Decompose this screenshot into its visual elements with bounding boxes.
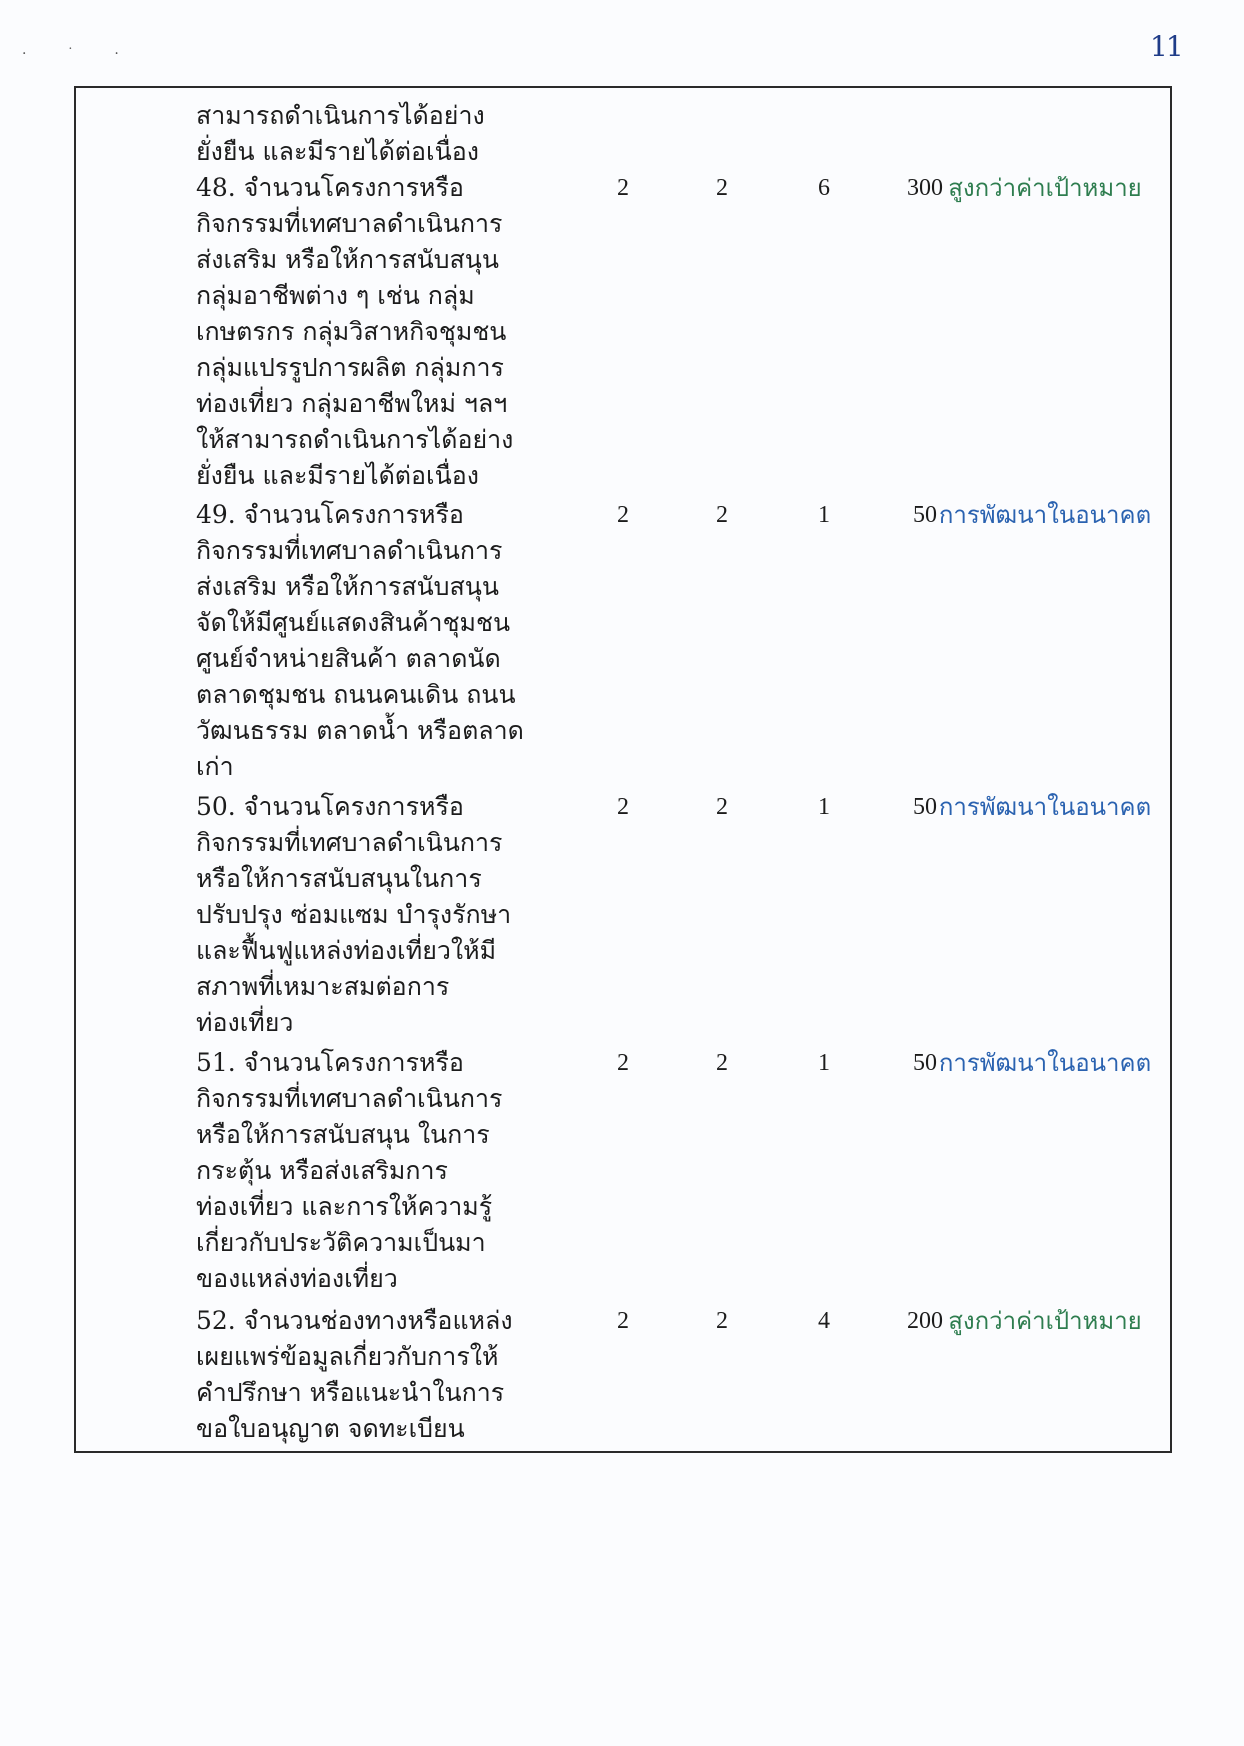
row-description-line: ให้สามารถดำเนินการได้อย่าง xyxy=(196,425,514,454)
value-cell: 2 xyxy=(617,794,629,820)
row-description-line: หรือให้การสนับสนุน ในการ xyxy=(196,1120,490,1149)
row-description-line: เก่า xyxy=(196,752,234,781)
value-cell: 2 xyxy=(617,175,629,201)
row-description-line: กลุ่มแปรรูปการผลิต กลุ่มการ xyxy=(196,353,504,382)
value-cell: 2 xyxy=(716,794,728,820)
row-description-line: กิจกรรมที่เทศบาลดำเนินการ xyxy=(196,536,503,565)
value-cell: 6 xyxy=(818,175,830,201)
value-cell: 4 xyxy=(818,1308,830,1334)
row-description-line: ขอใบอนุญาต จดทะเบียน xyxy=(196,1414,465,1443)
value-cell: 300 xyxy=(907,175,943,201)
value-cell: 2 xyxy=(716,175,728,201)
scan-specks: · ˙ · xyxy=(22,46,137,62)
row-description-line: 50. จำนวนโครงการหรือ xyxy=(196,792,464,821)
status-cell: การพัฒนาในอนาคต xyxy=(938,1049,1152,1077)
row-description-line: ปรับปรุง ซ่อมแซม บำรุงรักษา xyxy=(196,900,512,929)
value-cell: 1 xyxy=(818,1050,830,1076)
row-description-line: กิจกรรมที่เทศบาลดำเนินการ xyxy=(196,1084,503,1113)
row-description-line: 48. จำนวนโครงการหรือ xyxy=(196,173,464,202)
row-description-line: ท่องเที่ยว และการให้ความรู้ xyxy=(196,1192,493,1221)
status-cell: สูงกว่าค่าเป้าหมาย xyxy=(948,1307,1142,1335)
indicator-table xyxy=(74,86,1172,1453)
row-description-line: สภาพที่เหมาะสมต่อการ xyxy=(196,972,450,1001)
row-description-line: เกษตรกร กลุ่มวิสาหกิจชุมชน xyxy=(196,317,507,346)
row-description-line: วัฒนธรรม ตลาดน้ำ หรือตลาด xyxy=(196,716,524,745)
value-cell: 50 xyxy=(913,1050,937,1076)
row-description-line: ส่งเสริม หรือให้การสนับสนุน xyxy=(196,572,499,601)
row-description-line: ท่องเที่ยว xyxy=(196,1008,294,1037)
value-cell: 2 xyxy=(716,502,728,528)
value-cell: 1 xyxy=(818,502,830,528)
row-description-line: กิจกรรมที่เทศบาลดำเนินการ xyxy=(196,828,503,857)
row-description-line: ยั่งยืน และมีรายได้ต่อเนื่อง xyxy=(196,461,479,490)
value-cell: 2 xyxy=(617,1050,629,1076)
value-cell: 50 xyxy=(913,502,937,528)
value-cell: 2 xyxy=(617,1308,629,1334)
status-cell: การพัฒนาในอนาคต xyxy=(938,501,1152,529)
row-description-line: 52. จำนวนช่องทางหรือแหล่ง xyxy=(196,1306,513,1335)
row-description-line: 49. จำนวนโครงการหรือ xyxy=(196,500,464,529)
row-description-line: ยั่งยืน และมีรายได้ต่อเนื่อง xyxy=(196,137,479,166)
row-description-line: เกี่ยวกับประวัติความเป็นมา xyxy=(196,1228,486,1257)
row-description-line: สามารถดำเนินการได้อย่าง xyxy=(196,101,485,130)
page-number: 11 xyxy=(1150,30,1182,63)
row-description-line: เผยแพร่ข้อมูลเกี่ยวกับการให้ xyxy=(196,1342,499,1371)
row-description-line: ส่งเสริม หรือให้การสนับสนุน xyxy=(196,245,499,274)
status-cell: การพัฒนาในอนาคต xyxy=(938,793,1152,821)
row-description-line: กิจกรรมที่เทศบาลดำเนินการ xyxy=(196,209,503,238)
row-description-line: คำปรึกษา หรือแนะนำในการ xyxy=(196,1378,505,1407)
value-cell: 2 xyxy=(716,1308,728,1334)
row-description-line: ตลาดชุมชน ถนนคนเดิน ถนน xyxy=(196,680,516,709)
status-cell: สูงกว่าค่าเป้าหมาย xyxy=(948,174,1142,202)
row-description-line: หรือให้การสนับสนุนในการ xyxy=(196,864,482,893)
row-description-line: ท่องเที่ยว กลุ่มอาชีพใหม่ ฯลฯ xyxy=(196,389,508,418)
row-description-line: กระตุ้น หรือส่งเสริมการ xyxy=(196,1156,448,1185)
value-cell: 1 xyxy=(818,794,830,820)
row-description-line: ศูนย์จำหน่ายสินค้า ตลาดนัด xyxy=(196,644,501,673)
value-cell: 50 xyxy=(913,794,937,820)
value-cell: 2 xyxy=(617,502,629,528)
row-description-line: และฟื้นฟูแหล่งท่องเที่ยวให้มี xyxy=(196,936,497,965)
row-description-line: 51. จำนวนโครงการหรือ xyxy=(196,1048,464,1077)
row-description-line: กลุ่มอาชีพต่าง ๆ เช่น กลุ่ม xyxy=(196,281,475,310)
row-description-line: จัดให้มีศูนย์แสดงสินค้าชุมชน xyxy=(196,608,511,637)
value-cell: 2 xyxy=(716,1050,728,1076)
value-cell: 200 xyxy=(907,1308,943,1334)
row-description-line: ของแหล่งท่องเที่ยว xyxy=(196,1264,398,1293)
